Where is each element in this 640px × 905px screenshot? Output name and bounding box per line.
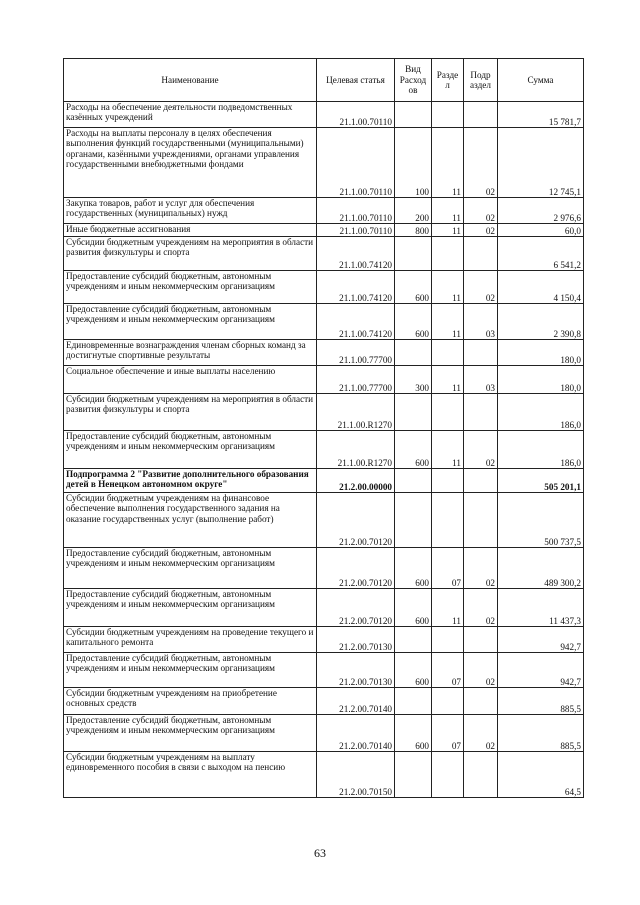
cell-name: Субсидии бюджетным учреждениям на проведение текущего и капитального ремонта — [64, 627, 317, 653]
cell-subsection — [464, 493, 498, 548]
cell-section: 07 — [432, 715, 464, 752]
cell-type — [395, 237, 432, 271]
cell-type — [395, 102, 432, 128]
cell-type — [395, 688, 432, 715]
header-amount: Сумма — [498, 59, 584, 102]
cell-section: 11 — [432, 304, 464, 340]
table-row — [64, 653, 584, 688]
cell-name: Социальное обеспечение и иные выплаты населению — [64, 366, 317, 394]
cell-section: 11 — [432, 589, 464, 627]
cell-target: 21.1.00.70110 — [317, 128, 395, 198]
cell-target: 21.1.00.74120 — [317, 237, 395, 271]
table-row — [64, 493, 584, 548]
cell-type: 300 — [395, 366, 432, 394]
cell-name: Предоставление субсидий бюджетным, автономным учреждениям и иным некоммерческим организациям — [64, 589, 317, 627]
cell-subsection: 03 — [464, 304, 498, 340]
cell-section — [432, 394, 464, 431]
cell-section: 11 — [432, 198, 464, 224]
cell-type: 600 — [395, 589, 432, 627]
table-header-row — [64, 59, 584, 102]
cell-amount: 2 390,8 — [498, 304, 584, 340]
cell-subsection: 02 — [464, 548, 498, 589]
page-number: 63 — [314, 846, 326, 860]
table-row — [64, 431, 584, 469]
cell-type: 600 — [395, 715, 432, 752]
cell-target: 21.1.00.77700 — [317, 366, 395, 394]
cell-amount: 942,7 — [498, 627, 584, 653]
cell-subsection — [464, 469, 498, 493]
table-body — [64, 102, 584, 798]
cell-subsection: 02 — [464, 589, 498, 627]
cell-name: Подпрограмма 2 "Развитие дополнительного образования детей в Ненецком автономном округе" — [64, 469, 317, 493]
cell-target: 21.2.00.70120 — [317, 589, 395, 627]
cell-subsection: 02 — [464, 653, 498, 688]
cell-target: 21.1.00.74120 — [317, 271, 395, 304]
cell-section — [432, 493, 464, 548]
cell-type — [395, 493, 432, 548]
cell-type — [395, 469, 432, 493]
cell-target: 21.2.00.70140 — [317, 715, 395, 752]
cell-section — [432, 469, 464, 493]
cell-section: 07 — [432, 653, 464, 688]
cell-subsection: 02 — [464, 198, 498, 224]
cell-section: 11 — [432, 431, 464, 469]
table-row — [64, 198, 584, 224]
cell-amount: 11 437,3 — [498, 589, 584, 627]
cell-type — [395, 394, 432, 431]
header-type: Вид Расход ов — [395, 59, 432, 102]
cell-name: Предоставление субсидий бюджетным, автономным учреждениям и иным некоммерческим организациям — [64, 653, 317, 688]
cell-amount: 186,0 — [498, 394, 584, 431]
table-row — [64, 715, 584, 752]
table-row — [64, 627, 584, 653]
cell-subsection — [464, 237, 498, 271]
table-row — [64, 394, 584, 431]
cell-target: 21.2.00.70140 — [317, 688, 395, 715]
cell-name: Субсидии бюджетным учреждениям на мероприятия в области развития физкультуры и спорта — [64, 237, 317, 271]
cell-target: 21.1.00.R1270 — [317, 431, 395, 469]
cell-amount: 180,0 — [498, 340, 584, 366]
cell-subsection — [464, 102, 498, 128]
cell-target: 21.2.00.70120 — [317, 493, 395, 548]
cell-amount: 6 541,2 — [498, 237, 584, 271]
cell-target: 21.1.00.R1270 — [317, 394, 395, 431]
cell-type: 100 — [395, 128, 432, 198]
cell-subsection — [464, 627, 498, 653]
cell-amount: 2 976,6 — [498, 198, 584, 224]
cell-amount: 12 745,1 — [498, 128, 584, 198]
table-row — [64, 304, 584, 340]
budget-table — [63, 58, 584, 798]
cell-target: 21.2.00.70120 — [317, 548, 395, 589]
table-row — [64, 688, 584, 715]
cell-type — [395, 340, 432, 366]
cell-name: Расходы на выплаты персоналу в целях обеспечения выполнения функций государственными (муниципальными) органами, казёнными учреждениями, органами управления государственными внебюджетными фондами — [64, 128, 317, 198]
header-subsection: Подр аздел — [464, 59, 498, 102]
cell-section — [432, 752, 464, 798]
cell-type: 800 — [395, 224, 432, 237]
cell-amount: 942,7 — [498, 653, 584, 688]
cell-name: Расходы на обеспечение деятельности подведомственных казённых учреждений — [64, 102, 317, 128]
cell-section — [432, 102, 464, 128]
cell-name: Предоставление субсидий бюджетным, автономным учреждениям и иным некоммерческим организациям — [64, 271, 317, 304]
cell-amount: 64,5 — [498, 752, 584, 798]
cell-subsection: 02 — [464, 271, 498, 304]
cell-amount: 4 150,4 — [498, 271, 584, 304]
table-row — [64, 548, 584, 589]
cell-subsection: 03 — [464, 366, 498, 394]
cell-section — [432, 627, 464, 653]
cell-amount: 180,0 — [498, 366, 584, 394]
cell-type: 600 — [395, 548, 432, 589]
cell-amount: 186,0 — [498, 431, 584, 469]
header-name: Наименование — [64, 59, 317, 102]
cell-section — [432, 237, 464, 271]
cell-subsection — [464, 752, 498, 798]
cell-target: 21.2.00.70130 — [317, 627, 395, 653]
cell-target: 21.2.00.70130 — [317, 653, 395, 688]
cell-amount: 885,5 — [498, 715, 584, 752]
cell-amount: 885,5 — [498, 688, 584, 715]
table-row — [64, 589, 584, 627]
cell-type: 600 — [395, 653, 432, 688]
cell-name: Субсидии бюджетным учреждениям на приобретение основных средств — [64, 688, 317, 715]
cell-name: Иные бюджетные ассигнования — [64, 224, 317, 237]
cell-section: 11 — [432, 271, 464, 304]
cell-type: 600 — [395, 431, 432, 469]
cell-type — [395, 752, 432, 798]
cell-amount: 500 737,5 — [498, 493, 584, 548]
cell-name: Закупка товаров, работ и услуг для обеспечения государственных (муниципальных) нужд — [64, 198, 317, 224]
table-row — [64, 102, 584, 128]
cell-subsection — [464, 688, 498, 715]
cell-name: Субсидии бюджетным учреждениям на финансовое обеспечение выполнения государственного задания на оказание государственных услуг (выполнение работ) — [64, 493, 317, 548]
cell-subsection — [464, 394, 498, 431]
table-row — [64, 237, 584, 271]
cell-section: 07 — [432, 548, 464, 589]
cell-subsection: 02 — [464, 715, 498, 752]
cell-section — [432, 688, 464, 715]
cell-name: Субсидии бюджетным учреждениям на выплату единовременного пособия в связи с выходом на пенсию — [64, 752, 317, 798]
cell-type: 200 — [395, 198, 432, 224]
cell-section: 11 — [432, 366, 464, 394]
cell-subsection: 02 — [464, 431, 498, 469]
cell-amount: 505 201,1 — [498, 469, 584, 493]
cell-subsection: 02 — [464, 128, 498, 198]
table-row — [64, 340, 584, 366]
cell-target: 21.2.00.70150 — [317, 752, 395, 798]
cell-type: 600 — [395, 304, 432, 340]
cell-name: Предоставление субсидий бюджетным, автономным учреждениям и иным некоммерческим организациям — [64, 548, 317, 589]
cell-target: 21.1.00.74120 — [317, 304, 395, 340]
cell-target: 21.1.00.77700 — [317, 340, 395, 366]
table-row — [64, 469, 584, 493]
cell-subsection: 02 — [464, 224, 498, 237]
cell-target: 21.2.00.00000 — [317, 469, 395, 493]
cell-section — [432, 340, 464, 366]
cell-amount: 489 300,2 — [498, 548, 584, 589]
header-target: Целевая статья — [317, 59, 395, 102]
table-row — [64, 224, 584, 237]
cell-type — [395, 627, 432, 653]
cell-section: 11 — [432, 224, 464, 237]
cell-name: Единовременные вознаграждения членам сборных команд за достигнутые спортивные результаты — [64, 340, 317, 366]
table-row — [64, 366, 584, 394]
table-row — [64, 128, 584, 198]
cell-target: 21.1.00.70110 — [317, 102, 395, 128]
cell-section: 11 — [432, 128, 464, 198]
cell-subsection — [464, 340, 498, 366]
cell-name: Предоставление субсидий бюджетным, автономным учреждениям и иным некоммерческим организациям — [64, 304, 317, 340]
cell-target: 21.1.00.70110 — [317, 198, 395, 224]
cell-type: 600 — [395, 271, 432, 304]
header-section: Разде л — [432, 59, 464, 102]
cell-amount: 60,0 — [498, 224, 584, 237]
cell-target: 21.1.00.70110 — [317, 224, 395, 237]
cell-name: Предоставление субсидий бюджетным, автономным учреждениям и иным некоммерческим организациям — [64, 715, 317, 752]
table-row — [64, 271, 584, 304]
cell-name: Субсидии бюджетным учреждениям на мероприятия в области развития физкультуры и спорта — [64, 394, 317, 431]
cell-name: Предоставление субсидий бюджетным, автономным учреждениям и иным некоммерческим организациям — [64, 431, 317, 469]
table-row — [64, 752, 584, 798]
cell-amount: 15 781,7 — [498, 102, 584, 128]
